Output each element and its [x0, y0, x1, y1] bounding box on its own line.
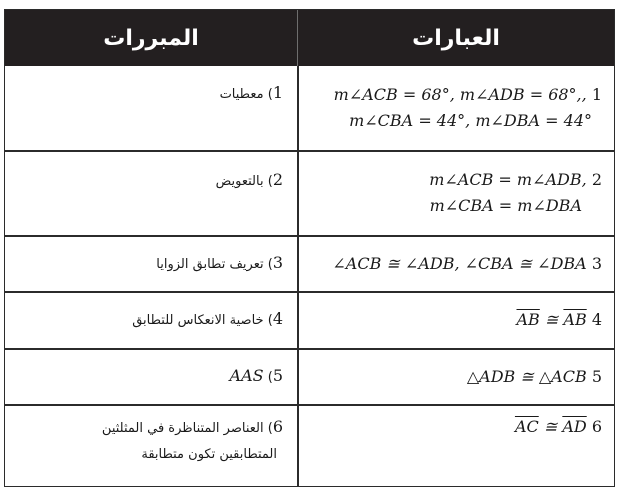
row-number: 5	[272, 365, 283, 385]
row-number: 6	[591, 417, 602, 436]
row-number: 2	[591, 170, 602, 189]
reason-text: خاصية الانعكاس للتطابق	[132, 313, 264, 328]
congruent-symbol: ≅	[543, 417, 558, 436]
reason-text: تعريف تطابق الزوايا	[156, 256, 264, 272]
statement-line: m∠ACB = 68°, m∠ADB = 68°,	[333, 85, 582, 104]
header-reasons: المبررات	[103, 25, 199, 51]
reason-cell: 1) معطيات	[219, 83, 283, 102]
reason-cell: 4) خاصية الانعكاس للتطابق	[132, 309, 283, 328]
row-number: 1	[272, 83, 283, 102]
reason-text: المتطابقين تكون متطابقة	[141, 447, 277, 462]
statement-cell	[299, 349, 614, 404]
reason-cell: 3) تعريف تطابق الزوايا	[156, 252, 283, 272]
segment-ab: $\overline{AB}$	[516, 310, 540, 329]
segment-ab: $\overline{AB}$	[563, 310, 587, 329]
table-header	[5, 10, 614, 66]
row-number: 5	[591, 366, 602, 386]
reason-text: بالتعويض	[215, 174, 264, 189]
reason-cell: 2) بالتعويض	[215, 170, 283, 189]
row-number: 6	[272, 417, 283, 436]
reason-cell: 5) AAS	[229, 365, 283, 385]
congruent-symbol: ≅	[544, 310, 559, 329]
statement-line: m∠CBA = m∠DBA	[429, 196, 582, 215]
statement-line: m∠CBA = 44°, m∠DBA = 44°	[349, 111, 592, 130]
row-number: 1	[591, 85, 602, 104]
row-divider	[5, 404, 614, 406]
statement-line: ∠ACB ≅ ∠ADB, ∠CBA ≅ ∠DBA	[332, 253, 587, 273]
row-number: 3	[272, 252, 283, 272]
reason-text: العناصر المتناظرة في المثلثين	[101, 421, 264, 436]
statement-line: △ADB ≅ △ACB	[466, 366, 587, 386]
row-number: 4	[272, 309, 283, 328]
proof-table	[4, 9, 615, 487]
row-number: 4	[591, 310, 602, 329]
reason-cell: 6) العناصر المتناظرة في المثلثين المتطابقين تكون متطابقة	[101, 417, 283, 462]
row-number: 3	[591, 253, 602, 273]
reason-text: AAS	[229, 365, 264, 385]
row-number: 2	[272, 170, 283, 189]
reason-text: معطيات	[219, 87, 264, 102]
segment-ad: $\overline{AD}$	[562, 417, 587, 436]
statement-cell	[299, 151, 614, 235]
statement-cell: 1 ,m∠ACB = 68°, m∠ADB = 68°, m∠CBA = 44°, m∠DBA = 44°	[333, 85, 602, 130]
statement-line: m∠ACB = m∠ADB,	[429, 170, 587, 189]
segment-ac: $\overline{AC}$	[514, 417, 539, 436]
statement-cell	[299, 414, 614, 488]
statement-cell	[299, 292, 614, 348]
header-statements: العبارات	[412, 25, 500, 51]
statement-cell	[299, 236, 614, 291]
